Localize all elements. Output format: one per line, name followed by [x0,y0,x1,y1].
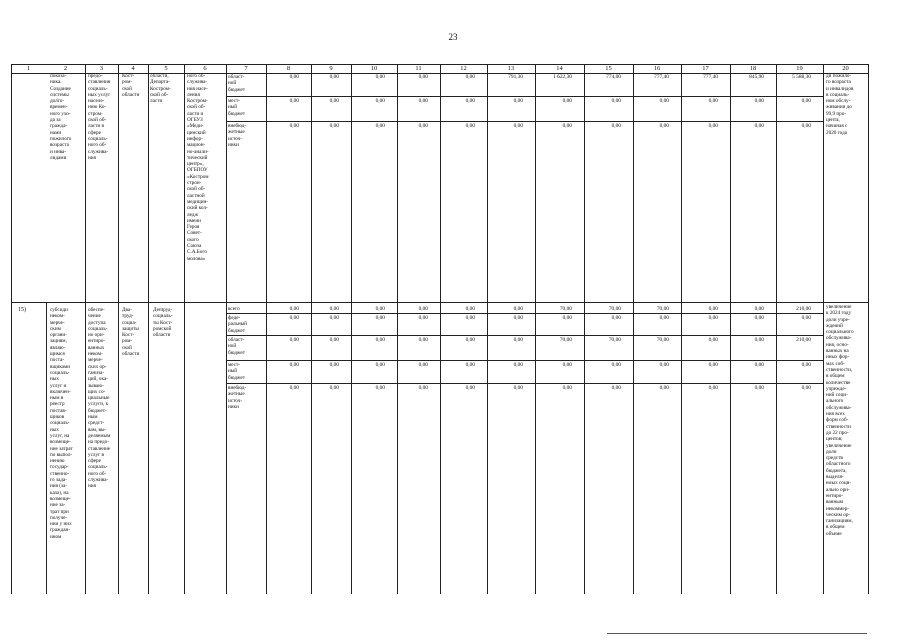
funding-value: 0,00 [708,337,718,343]
funding-value: 0,00 [611,362,621,368]
column-divider [584,64,585,594]
header-cell: 11 [415,65,422,72]
funding-value: 0,00 [513,306,523,312]
funding-value: 0,00 [708,362,718,368]
funding-value: 0,00 [659,123,669,129]
funding-value: 777,40 [654,74,669,80]
funding-value: 0,00 [754,337,764,343]
funding-value: 0,00 [329,362,339,368]
funding-value: 0,00 [289,337,299,343]
funding-value: 0,00 [465,337,475,343]
header-cell: 9 [329,65,333,72]
funding-row-rule [226,360,823,361]
funding-source: мест- ный бюджет [228,362,245,381]
funding-source: област- ной бюджет [228,337,245,356]
funding-value: 0,00 [801,315,811,321]
column-divider [487,64,488,594]
column-divider [776,64,777,594]
funding-value: 0,00 [513,385,523,391]
funding-value: 0,00 [659,98,669,104]
funding-value: 0,00 [754,123,764,129]
funding-value: 0,00 [289,98,299,104]
funding-source: област- ной бюджет [228,74,245,93]
funding-value: 1 622,30 [553,74,572,80]
header-cell: 1 [26,65,31,72]
funding-value: 0,00 [375,337,385,343]
funding-value: 0,00 [418,362,428,368]
funding-value: 70,00 [608,337,621,343]
funding-value: 0,00 [375,98,385,104]
funding-value: 0,00 [289,123,299,129]
funding-value: 0,00 [562,315,572,321]
rowA-participants: ного об- служива- ния насе- ления Костром- ской об- ласти и ОГБУЗ «Меди- цинский инфор- мацион- но-анали- тический центр», ОГБПОУ «Костром строн- ской об- ластной медицин- ский кол- ледж имени Героя Совет- ского Союза С.А.Бого молова» [187,73,209,262]
funding-value: 0,00 [659,315,669,321]
funding-source: мест- ный бюджет [228,98,245,117]
header-cell: 19 [796,65,803,72]
funding-value: 0,00 [418,385,428,391]
rowA-responsible: Кост- ром- ской области [122,73,140,98]
column-divider [397,64,398,594]
funding-value: 0,00 [289,362,299,368]
rowB-executor: Депtруд- социаль- ты Кост- ромской области [153,307,173,339]
column-divider [440,64,441,594]
funding-value: 791,30 [508,74,523,80]
column-divider [226,64,227,594]
funding-value: 0,00 [513,123,523,129]
funding-value: 0,00 [289,315,299,321]
funding-value: 0,00 [329,98,339,104]
funding-value: 0,00 [375,385,385,391]
header-cell: 5 [164,65,168,72]
funding-value: 0,00 [708,306,718,312]
column-divider [730,64,731,594]
funding-value: 774,00 [606,74,621,80]
funding-value: 0,00 [611,98,621,104]
rowB-result: увеличение к 2024 году доли учре- ждений социального обслужива- ния, осно- ванных на иных фор- мах соб- ственности, в общем количестве учрежде- ний соци- ального обслужива- ния всех форм соб- ственности до 22 про- центов; увеличение доли средств областного бюджета, выделя- емых соци- ально ори- ентиро- ванным некоммер- ческим ор- ганизациям, в общем объеме [826,304,854,537]
funding-value: 0,00 [513,337,523,343]
rowB-number: 15) [18,307,26,313]
funding-value: 0,00 [708,123,718,129]
rowB-responsible: Два- труд- социа- защиты Кост- ром- ской области [122,307,140,358]
funding-value: 210,00 [796,306,811,312]
header-cell: 12 [460,65,467,72]
funding-value: 777,40 [703,74,718,80]
funding-value: 0,00 [465,123,475,129]
funding-value: 0,00 [418,306,428,312]
funding-value: 0,00 [562,98,572,104]
column-divider [823,64,824,594]
rowA-executor: области, Департа- Костром- ской об- ласти [150,73,171,105]
funding-value: 0,00 [418,123,428,129]
row-separator [11,302,868,303]
header-cell: 16 [653,65,661,72]
funding-value: 0,00 [375,74,385,80]
funding-value: 0,00 [465,385,475,391]
funding-value: 0,00 [659,362,669,368]
column-divider [46,302,47,594]
header-cell: 20 [842,65,849,72]
bottom-rule [607,633,867,634]
funding-value: 0,00 [513,98,523,104]
funding-value: 0,00 [611,385,621,391]
header-cell: 14 [556,65,563,72]
column-divider [535,64,536,594]
funding-value: 0,00 [611,315,621,321]
funding-value: 0,00 [329,123,339,129]
funding-value: 0,00 [375,362,385,368]
rowA-result: ди пожило- го возраста и инвалидов в социаль- ном обслу- живании до 99,9 про- цента, начиная с 2020 года [826,73,854,136]
funding-value: 0,00 [289,74,299,80]
column-divider [11,64,12,594]
column-divider [311,64,312,594]
column-divider [184,64,185,594]
funding-value: 0,00 [562,385,572,391]
funding-value: 0,00 [754,306,764,312]
funding-value: 0,00 [801,362,811,368]
header-cell: 2 [63,65,68,72]
funding-value: 0,00 [329,306,339,312]
column-divider [351,64,352,594]
funding-value: 0,00 [418,98,428,104]
funding-source: всего [228,306,240,312]
funding-value: 0,00 [754,362,764,368]
funding-value: 70,00 [656,337,669,343]
funding-row-rule [226,96,823,97]
funding-value: 0,00 [465,362,475,368]
header-cell: 13 [507,65,515,72]
funding-value: 0,00 [754,385,764,391]
funding-value: 0,00 [754,315,764,321]
column-divider [148,64,149,594]
page-number: 23 [448,32,458,42]
funding-source: феде- ральный бюджет [228,315,247,334]
funding-value: 0,00 [513,362,523,368]
rowA-measure-name: покоза- ника. Создание системы долго- времен- ного ухо- да за гражда- нами пожилого возраста и инва- лидами [50,73,72,161]
funding-value: 845,90 [749,74,764,80]
funding-value: 70,00 [656,306,669,312]
column-divider [85,64,86,594]
rowB-task: обеспе- чение доступа социаль- но ори- ентиро- ванных неком- мерче- ских ор- ганиза- ций, ока- зываю- щих со- циальные услуги, к бюджет- ным средст- вам, вы- деляемым на предо- ставление услуг в сфере социаль- ного об- служива- ния [88,307,111,490]
funding-value: 0,00 [289,385,299,391]
funding-value: 0,00 [562,362,572,368]
rowB-measure-name: субсиди неком- мерче- ским органи- зациям, являю- щимся поста- вщиками социаль- ных услуг и включен- ным в реестр постав- щиков социаль- ных услуг, на возмеще- ние затрат по выпол- нению государ- ственно- го зада- ния (за- каза), на возмеще- ние за- трат при получе- нии у них граждан- ином [50,307,73,540]
funding-source: внебюд- жетные источ- ники [228,385,247,410]
funding-value: 0,00 [465,98,475,104]
funding-value: 0,00 [708,98,718,104]
funding-value: 70,00 [559,306,572,312]
funding-value: 0,00 [329,315,339,321]
funding-value: 5 588,30 [792,74,811,80]
header-cell: 4 [131,65,135,72]
funding-value: 0,00 [611,123,621,129]
header-cell: 10 [370,65,378,72]
header-cell: 17 [702,65,709,72]
column-divider [118,64,119,594]
funding-value: 0,00 [375,306,385,312]
funding-row-rule [226,383,823,384]
funding-value: 0,00 [375,123,385,129]
header-cell: 7 [244,65,248,72]
rowA-task: предо- ставления социаль- ных услуг населе- нию Ко- стром- ской об- ласти в сфере социаль- ного об- служива- ния [88,73,111,161]
funding-value: 0,00 [801,385,811,391]
header-cell: 8 [286,65,291,72]
funding-value: 0,00 [329,385,339,391]
funding-value: 0,00 [513,315,523,321]
funding-value: 0,00 [289,306,299,312]
funding-value: 210,00 [796,337,811,343]
funding-row-rule [226,313,823,314]
funding-value: 70,00 [608,306,621,312]
funding-value: 70,00 [559,337,572,343]
header-cell: 3 [99,65,104,72]
funding-value: 0,00 [708,385,718,391]
funding-value: 0,00 [465,74,475,80]
funding-value: 0,00 [418,337,428,343]
funding-source: внебюд- жетные источ- ники [228,123,247,148]
funding-value: 0,00 [329,337,339,343]
funding-value: 0,00 [801,98,811,104]
funding-value: 0,00 [754,98,764,104]
funding-value: 0,00 [375,315,385,321]
funding-value: 0,00 [418,74,428,80]
header-cell: 6 [203,65,207,72]
funding-row-rule [226,335,823,336]
funding-value: 0,00 [659,385,669,391]
funding-value: 0,00 [418,315,428,321]
funding-value: 0,00 [465,306,475,312]
column-divider [681,64,682,594]
column-divider [266,64,267,594]
funding-value: 0,00 [708,315,718,321]
column-divider [633,64,634,594]
header-cell: 15 [605,65,612,72]
header-cell: 18 [749,65,757,72]
funding-value: 0,00 [562,123,572,129]
column-divider [868,64,869,594]
funding-value: 0,00 [801,123,811,129]
funding-value: 0,00 [465,315,475,321]
funding-value: 0,00 [329,74,339,80]
funding-row-rule [226,121,823,122]
